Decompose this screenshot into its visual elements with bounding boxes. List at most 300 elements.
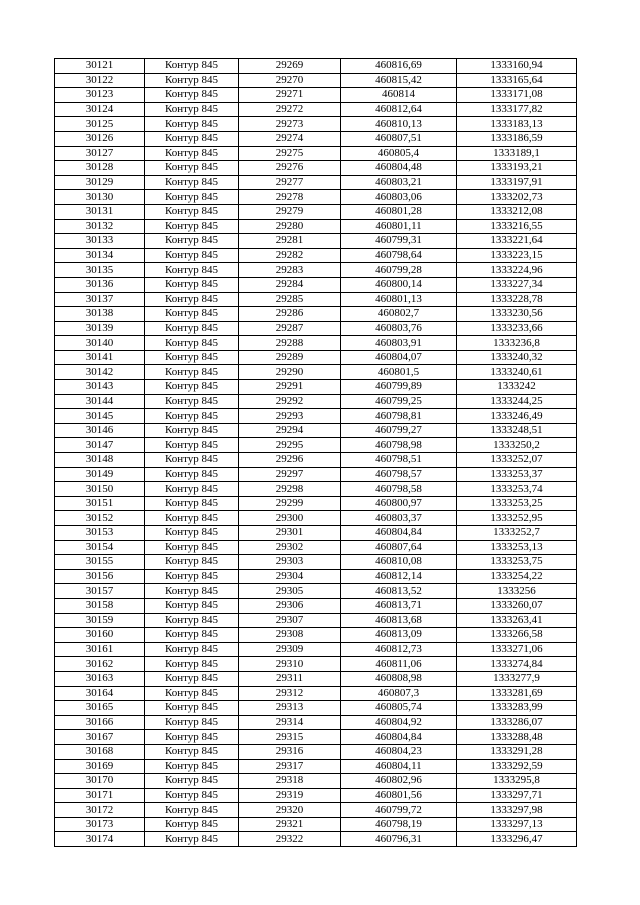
vertex-number-cell: 29312 [239, 686, 341, 701]
point-number-cell: 30123 [55, 88, 145, 103]
contour-name-cell: Контур 845 [145, 117, 239, 132]
y-coordinate-cell: 1333189,1 [457, 146, 577, 161]
y-coordinate-cell: 1333256 [457, 584, 577, 599]
contour-name-cell: Контур 845 [145, 511, 239, 526]
x-coordinate-cell: 460812,73 [341, 642, 457, 657]
contour-name-cell: Контур 845 [145, 584, 239, 599]
x-coordinate-cell: 460811,06 [341, 657, 457, 672]
x-coordinate-cell: 460816,69 [341, 59, 457, 74]
y-coordinate-cell: 1333183,13 [457, 117, 577, 132]
y-coordinate-cell: 1333253,37 [457, 467, 577, 482]
table-row [55, 219, 577, 234]
contour-name-cell: Контур 845 [145, 598, 239, 613]
point-number-cell: 30130 [55, 190, 145, 205]
vertex-number-cell: 29300 [239, 511, 341, 526]
y-coordinate-cell: 1333297,13 [457, 817, 577, 832]
x-coordinate-cell: 460807,3 [341, 686, 457, 701]
vertex-number-cell: 29286 [239, 307, 341, 322]
point-number-cell: 30146 [55, 423, 145, 438]
contour-name-cell: Контур 845 [145, 88, 239, 103]
point-number-cell: 30159 [55, 613, 145, 628]
x-coordinate-cell: 460804,11 [341, 759, 457, 774]
y-coordinate-cell: 1333216,55 [457, 219, 577, 234]
point-number-cell: 30147 [55, 438, 145, 453]
y-coordinate-cell: 1333230,56 [457, 307, 577, 322]
y-coordinate-cell: 1333288,48 [457, 730, 577, 745]
point-number-cell: 30143 [55, 380, 145, 395]
y-coordinate-cell: 1333236,8 [457, 336, 577, 351]
table-row [55, 59, 577, 74]
x-coordinate-cell: 460804,92 [341, 715, 457, 730]
contour-name-cell: Контур 845 [145, 365, 239, 380]
contour-name-cell: Контур 845 [145, 744, 239, 759]
table-row [55, 248, 577, 263]
point-number-cell: 30173 [55, 817, 145, 832]
contour-name-cell: Контур 845 [145, 803, 239, 818]
point-number-cell: 30138 [55, 307, 145, 322]
x-coordinate-cell: 460804,48 [341, 161, 457, 176]
table-row [55, 613, 577, 628]
point-number-cell: 30170 [55, 774, 145, 789]
y-coordinate-cell: 1333240,32 [457, 350, 577, 365]
point-number-cell: 30150 [55, 482, 145, 497]
contour-name-cell: Контур 845 [145, 190, 239, 205]
y-coordinate-cell: 1333253,74 [457, 482, 577, 497]
contour-name-cell: Контур 845 [145, 657, 239, 672]
point-number-cell: 30164 [55, 686, 145, 701]
contour-name-cell: Контур 845 [145, 219, 239, 234]
contour-name-cell: Контур 845 [145, 423, 239, 438]
vertex-number-cell: 29277 [239, 175, 341, 190]
y-coordinate-cell: 1333228,78 [457, 292, 577, 307]
vertex-number-cell: 29304 [239, 569, 341, 584]
point-number-cell: 30148 [55, 453, 145, 468]
table-row [55, 175, 577, 190]
contour-name-cell: Контур 845 [145, 175, 239, 190]
y-coordinate-cell: 1333246,49 [457, 409, 577, 424]
vertex-number-cell: 29299 [239, 496, 341, 511]
table-row [55, 438, 577, 453]
x-coordinate-cell: 460801,28 [341, 204, 457, 219]
table-row [55, 423, 577, 438]
x-coordinate-cell: 460802,96 [341, 774, 457, 789]
table-row [55, 511, 577, 526]
vertex-number-cell: 29289 [239, 350, 341, 365]
point-number-cell: 30137 [55, 292, 145, 307]
y-coordinate-cell: 1333292,59 [457, 759, 577, 774]
table-row [55, 569, 577, 584]
contour-name-cell: Контур 845 [145, 555, 239, 570]
y-coordinate-cell: 1333165,64 [457, 73, 577, 88]
x-coordinate-cell: 460799,28 [341, 263, 457, 278]
y-coordinate-cell: 1333297,98 [457, 803, 577, 818]
table-row [55, 467, 577, 482]
contour-name-cell: Контур 845 [145, 817, 239, 832]
point-number-cell: 30168 [55, 744, 145, 759]
point-number-cell: 30152 [55, 511, 145, 526]
y-coordinate-cell: 1333295,8 [457, 774, 577, 789]
y-coordinate-cell: 1333286,07 [457, 715, 577, 730]
point-number-cell: 30139 [55, 321, 145, 336]
vertex-number-cell: 29317 [239, 759, 341, 774]
y-coordinate-cell: 1333266,58 [457, 628, 577, 643]
vertex-number-cell: 29272 [239, 102, 341, 117]
y-coordinate-cell: 1333212,08 [457, 204, 577, 219]
point-number-cell: 30158 [55, 598, 145, 613]
contour-name-cell: Контур 845 [145, 715, 239, 730]
table-row [55, 102, 577, 117]
y-coordinate-cell: 1333281,69 [457, 686, 577, 701]
x-coordinate-cell: 460799,72 [341, 803, 457, 818]
table-row [55, 453, 577, 468]
x-coordinate-cell: 460803,06 [341, 190, 457, 205]
contour-name-cell: Контур 845 [145, 102, 239, 117]
table-row [55, 336, 577, 351]
vertex-number-cell: 29269 [239, 59, 341, 74]
y-coordinate-cell: 1333250,2 [457, 438, 577, 453]
x-coordinate-cell: 460803,37 [341, 511, 457, 526]
x-coordinate-cell: 460804,84 [341, 526, 457, 541]
x-coordinate-cell: 460798,98 [341, 438, 457, 453]
table-row [55, 409, 577, 424]
y-coordinate-cell: 1333202,73 [457, 190, 577, 205]
contour-name-cell: Контур 845 [145, 453, 239, 468]
vertex-number-cell: 29303 [239, 555, 341, 570]
x-coordinate-cell: 460808,98 [341, 671, 457, 686]
y-coordinate-cell: 1333160,94 [457, 59, 577, 74]
y-coordinate-cell: 1333263,41 [457, 613, 577, 628]
y-coordinate-cell: 1333244,25 [457, 394, 577, 409]
contour-name-cell: Контур 845 [145, 350, 239, 365]
contour-name-cell: Контур 845 [145, 613, 239, 628]
y-coordinate-cell: 1333274,84 [457, 657, 577, 672]
x-coordinate-cell: 460814 [341, 88, 457, 103]
contour-name-cell: Контур 845 [145, 292, 239, 307]
point-number-cell: 30127 [55, 146, 145, 161]
table-row [55, 832, 577, 847]
table-row [55, 598, 577, 613]
vertex-number-cell: 29288 [239, 336, 341, 351]
table-row [55, 161, 577, 176]
table-row [55, 365, 577, 380]
point-number-cell: 30144 [55, 394, 145, 409]
point-number-cell: 30174 [55, 832, 145, 847]
y-coordinate-cell: 1333248,51 [457, 423, 577, 438]
contour-name-cell: Контур 845 [145, 540, 239, 555]
y-coordinate-cell: 1333242 [457, 380, 577, 395]
vertex-number-cell: 29301 [239, 526, 341, 541]
contour-name-cell: Контур 845 [145, 642, 239, 657]
vertex-number-cell: 29287 [239, 321, 341, 336]
vertex-number-cell: 29276 [239, 161, 341, 176]
contour-name-cell: Контур 845 [145, 248, 239, 263]
point-number-cell: 30167 [55, 730, 145, 745]
x-coordinate-cell: 460803,21 [341, 175, 457, 190]
x-coordinate-cell: 460805,4 [341, 146, 457, 161]
x-coordinate-cell: 460803,76 [341, 321, 457, 336]
point-number-cell: 30149 [55, 467, 145, 482]
vertex-number-cell: 29290 [239, 365, 341, 380]
x-coordinate-cell: 460801,11 [341, 219, 457, 234]
x-coordinate-cell: 460799,27 [341, 423, 457, 438]
x-coordinate-cell: 460812,14 [341, 569, 457, 584]
table-row [55, 730, 577, 745]
coordinates-table [54, 58, 577, 847]
x-coordinate-cell: 460801,5 [341, 365, 457, 380]
contour-name-cell: Контур 845 [145, 161, 239, 176]
table-row [55, 482, 577, 497]
contour-name-cell: Контур 845 [145, 569, 239, 584]
y-coordinate-cell: 1333253,13 [457, 540, 577, 555]
vertex-number-cell: 29310 [239, 657, 341, 672]
contour-name-cell: Контур 845 [145, 321, 239, 336]
point-number-cell: 30151 [55, 496, 145, 511]
x-coordinate-cell: 460805,74 [341, 701, 457, 716]
table-row [55, 394, 577, 409]
point-number-cell: 30171 [55, 788, 145, 803]
table-row [55, 292, 577, 307]
vertex-number-cell: 29285 [239, 292, 341, 307]
table-row [55, 88, 577, 103]
point-number-cell: 30136 [55, 277, 145, 292]
point-number-cell: 30129 [55, 175, 145, 190]
vertex-number-cell: 29302 [239, 540, 341, 555]
x-coordinate-cell: 460810,13 [341, 117, 457, 132]
x-coordinate-cell: 460798,64 [341, 248, 457, 263]
table-row [55, 642, 577, 657]
vertex-number-cell: 29278 [239, 190, 341, 205]
y-coordinate-cell: 1333186,59 [457, 131, 577, 146]
vertex-number-cell: 29283 [239, 263, 341, 278]
point-number-cell: 30157 [55, 584, 145, 599]
point-number-cell: 30133 [55, 234, 145, 249]
y-coordinate-cell: 1333253,25 [457, 496, 577, 511]
contour-name-cell: Контур 845 [145, 234, 239, 249]
point-number-cell: 30162 [55, 657, 145, 672]
x-coordinate-cell: 460799,31 [341, 234, 457, 249]
contour-name-cell: Контур 845 [145, 131, 239, 146]
contour-name-cell: Контур 845 [145, 59, 239, 74]
vertex-number-cell: 29275 [239, 146, 341, 161]
table-row [55, 628, 577, 643]
table-row [55, 73, 577, 88]
x-coordinate-cell: 460799,89 [341, 380, 457, 395]
table-row [55, 555, 577, 570]
vertex-number-cell: 29296 [239, 453, 341, 468]
point-number-cell: 30155 [55, 555, 145, 570]
y-coordinate-cell: 1333254,22 [457, 569, 577, 584]
contour-name-cell: Контур 845 [145, 307, 239, 322]
vertex-number-cell: 29282 [239, 248, 341, 263]
table-row [55, 496, 577, 511]
table-row [55, 234, 577, 249]
table-row [55, 117, 577, 132]
table-row [55, 788, 577, 803]
x-coordinate-cell: 460813,68 [341, 613, 457, 628]
coordinates-table-body [55, 59, 577, 847]
x-coordinate-cell: 460801,13 [341, 292, 457, 307]
table-row [55, 540, 577, 555]
table-row [55, 671, 577, 686]
table-row [55, 307, 577, 322]
table-row [55, 204, 577, 219]
y-coordinate-cell: 1333253,75 [457, 555, 577, 570]
point-number-cell: 30128 [55, 161, 145, 176]
y-coordinate-cell: 1333223,15 [457, 248, 577, 263]
x-coordinate-cell: 460810,08 [341, 555, 457, 570]
vertex-number-cell: 29281 [239, 234, 341, 249]
contour-name-cell: Контур 845 [145, 686, 239, 701]
point-number-cell: 30121 [55, 59, 145, 74]
y-coordinate-cell: 1333277,9 [457, 671, 577, 686]
x-coordinate-cell: 460800,97 [341, 496, 457, 511]
point-number-cell: 30163 [55, 671, 145, 686]
x-coordinate-cell: 460813,09 [341, 628, 457, 643]
vertex-number-cell: 29294 [239, 423, 341, 438]
table-row [55, 350, 577, 365]
vertex-number-cell: 29292 [239, 394, 341, 409]
vertex-number-cell: 29295 [239, 438, 341, 453]
vertex-number-cell: 29321 [239, 817, 341, 832]
table-row [55, 744, 577, 759]
y-coordinate-cell: 1333297,71 [457, 788, 577, 803]
contour-name-cell: Контур 845 [145, 788, 239, 803]
point-number-cell: 30135 [55, 263, 145, 278]
contour-name-cell: Контур 845 [145, 671, 239, 686]
contour-name-cell: Контур 845 [145, 467, 239, 482]
vertex-number-cell: 29307 [239, 613, 341, 628]
vertex-number-cell: 29284 [239, 277, 341, 292]
table-row [55, 380, 577, 395]
vertex-number-cell: 29297 [239, 467, 341, 482]
y-coordinate-cell: 1333291,28 [457, 744, 577, 759]
point-number-cell: 30160 [55, 628, 145, 643]
y-coordinate-cell: 1333240,61 [457, 365, 577, 380]
vertex-number-cell: 29320 [239, 803, 341, 818]
table-row [55, 803, 577, 818]
x-coordinate-cell: 460800,14 [341, 277, 457, 292]
point-number-cell: 30132 [55, 219, 145, 234]
vertex-number-cell: 29274 [239, 131, 341, 146]
point-number-cell: 30122 [55, 73, 145, 88]
y-coordinate-cell: 1333252,7 [457, 526, 577, 541]
point-number-cell: 30166 [55, 715, 145, 730]
vertex-number-cell: 29314 [239, 715, 341, 730]
point-number-cell: 30142 [55, 365, 145, 380]
vertex-number-cell: 29293 [239, 409, 341, 424]
x-coordinate-cell: 460807,64 [341, 540, 457, 555]
contour-name-cell: Контур 845 [145, 204, 239, 219]
contour-name-cell: Контур 845 [145, 73, 239, 88]
x-coordinate-cell: 460798,19 [341, 817, 457, 832]
contour-name-cell: Контур 845 [145, 409, 239, 424]
point-number-cell: 30145 [55, 409, 145, 424]
contour-name-cell: Контур 845 [145, 146, 239, 161]
contour-name-cell: Контур 845 [145, 496, 239, 511]
point-number-cell: 30134 [55, 248, 145, 263]
table-row [55, 146, 577, 161]
table-row [55, 817, 577, 832]
point-number-cell: 30131 [55, 204, 145, 219]
contour-name-cell: Контур 845 [145, 482, 239, 497]
contour-name-cell: Контур 845 [145, 394, 239, 409]
y-coordinate-cell: 1333193,21 [457, 161, 577, 176]
x-coordinate-cell: 460798,57 [341, 467, 457, 482]
contour-name-cell: Контур 845 [145, 380, 239, 395]
y-coordinate-cell: 1333221,64 [457, 234, 577, 249]
contour-name-cell: Контур 845 [145, 774, 239, 789]
vertex-number-cell: 29318 [239, 774, 341, 789]
y-coordinate-cell: 1333197,91 [457, 175, 577, 190]
vertex-number-cell: 29311 [239, 671, 341, 686]
contour-name-cell: Контур 845 [145, 277, 239, 292]
point-number-cell: 30154 [55, 540, 145, 555]
contour-name-cell: Контур 845 [145, 336, 239, 351]
table-row [55, 277, 577, 292]
vertex-number-cell: 29308 [239, 628, 341, 643]
table-row [55, 584, 577, 599]
x-coordinate-cell: 460815,42 [341, 73, 457, 88]
x-coordinate-cell: 460798,51 [341, 453, 457, 468]
table-row [55, 263, 577, 278]
point-number-cell: 30125 [55, 117, 145, 132]
x-coordinate-cell: 460813,52 [341, 584, 457, 599]
x-coordinate-cell: 460804,84 [341, 730, 457, 745]
contour-name-cell: Контур 845 [145, 832, 239, 847]
point-number-cell: 30153 [55, 526, 145, 541]
x-coordinate-cell: 460802,7 [341, 307, 457, 322]
x-coordinate-cell: 460807,51 [341, 131, 457, 146]
table-row [55, 715, 577, 730]
x-coordinate-cell: 460813,71 [341, 598, 457, 613]
vertex-number-cell: 29298 [239, 482, 341, 497]
point-number-cell: 30126 [55, 131, 145, 146]
vertex-number-cell: 29315 [239, 730, 341, 745]
vertex-number-cell: 29313 [239, 701, 341, 716]
x-coordinate-cell: 460804,23 [341, 744, 457, 759]
x-coordinate-cell: 460804,07 [341, 350, 457, 365]
table-row [55, 321, 577, 336]
table-row [55, 686, 577, 701]
point-number-cell: 30172 [55, 803, 145, 818]
y-coordinate-cell: 1333233,66 [457, 321, 577, 336]
contour-name-cell: Контур 845 [145, 701, 239, 716]
y-coordinate-cell: 1333296,47 [457, 832, 577, 847]
x-coordinate-cell: 460801,56 [341, 788, 457, 803]
x-coordinate-cell: 460803,91 [341, 336, 457, 351]
table-row [55, 131, 577, 146]
vertex-number-cell: 29306 [239, 598, 341, 613]
y-coordinate-cell: 1333177,82 [457, 102, 577, 117]
vertex-number-cell: 29280 [239, 219, 341, 234]
x-coordinate-cell: 460798,81 [341, 409, 457, 424]
x-coordinate-cell: 460799,25 [341, 394, 457, 409]
point-number-cell: 30161 [55, 642, 145, 657]
vertex-number-cell: 29270 [239, 73, 341, 88]
contour-name-cell: Контур 845 [145, 730, 239, 745]
y-coordinate-cell: 1333252,95 [457, 511, 577, 526]
contour-name-cell: Контур 845 [145, 526, 239, 541]
y-coordinate-cell: 1333227,34 [457, 277, 577, 292]
vertex-number-cell: 29291 [239, 380, 341, 395]
table-row [55, 526, 577, 541]
y-coordinate-cell: 1333224,96 [457, 263, 577, 278]
contour-name-cell: Контур 845 [145, 759, 239, 774]
x-coordinate-cell: 460796,31 [341, 832, 457, 847]
table-row [55, 190, 577, 205]
vertex-number-cell: 29271 [239, 88, 341, 103]
vertex-number-cell: 29273 [239, 117, 341, 132]
